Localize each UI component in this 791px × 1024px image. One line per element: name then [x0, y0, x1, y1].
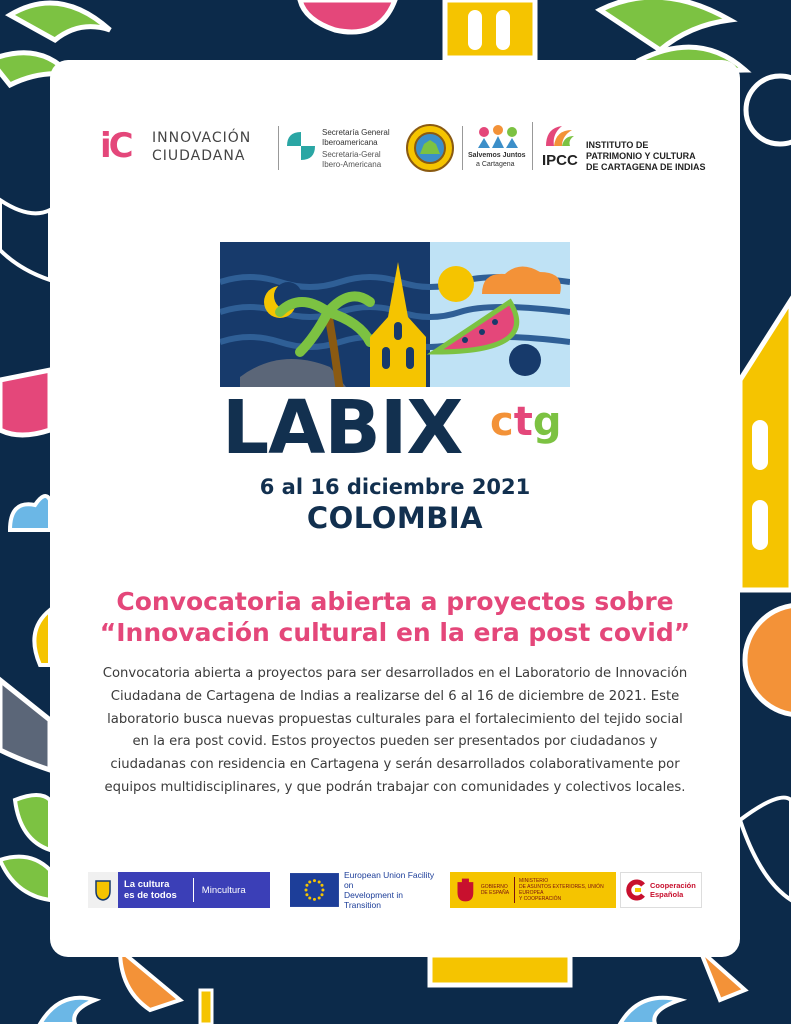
salvemos-text: Salvemos Juntos — [468, 152, 526, 159]
colombia-shield-icon — [88, 872, 118, 908]
ipcc-name: INSTITUTO DE PATRIMONIO Y CULTURA DE CARTAGENA DE INDIAS — [586, 140, 706, 172]
divider — [462, 126, 463, 170]
innovacion-ciudadana-logo — [100, 128, 272, 168]
tower-icon — [445, 0, 535, 58]
event-illustration — [220, 242, 570, 392]
call-description: Convocatoria abierta a proyectos para ser desarrollados en el Laboratorio de Innovación Ciudadana de Cartagena de Indias a realizarse del 6 al 16 de diciembre de 2021. Este laboratorio busca nuevas propuestas culturales para el fortalecimiento del tejido social en la era post covid. Estos proyectos pueden ser presentados por ciudadanos y ciudadanas con residencia en Cartagena y serán desarrollados colaborativamente por equipos multidisciplinares, y que podrán trabajar con comunidades y colectivos locales. — [102, 666, 688, 795]
content-card — [50, 60, 740, 957]
ic-mark: iC — [100, 126, 131, 166]
segib-text: Secretaría General — [322, 128, 390, 137]
mincultura-logo: La cultura es de todos Mincultura — [88, 872, 270, 908]
divider — [532, 122, 533, 170]
call-title: Convocatoria abierta a proyectos sobre — [116, 587, 674, 616]
spain-shield-icon — [454, 875, 477, 905]
crab-icon — [746, 76, 791, 144]
salvemos-icon — [476, 124, 520, 150]
segib-icon — [285, 130, 317, 162]
ipcc-icon — [542, 122, 576, 148]
cooperacion-espanola-logo: Cooperación Española — [620, 872, 702, 908]
divider — [278, 126, 279, 170]
event-suffix: ctg — [490, 399, 562, 445]
event-country: COLOMBIA — [306, 501, 484, 535]
segib-text: Secretaria-Geral — [322, 150, 381, 159]
innovacion-text: INNOVACIÓN — [152, 130, 252, 146]
watermelon-icon — [0, 370, 50, 435]
ciudadana-text: CIUDADANA — [152, 148, 246, 164]
segib-text: Ibero-Americana — [322, 160, 382, 169]
eu-facility-logo: European Union Facility on Development in Transition — [290, 872, 440, 908]
call-subtitle: “Innovación cultural en la era post covid” — [99, 618, 691, 647]
ipcc-acronym: IPCC — [542, 152, 578, 169]
cooperacion-icon — [625, 879, 647, 901]
salvemos-text: a Cartagena — [476, 161, 515, 168]
cartagena-seal-icon — [406, 124, 454, 172]
eu-flag-icon — [290, 872, 339, 908]
event-name: LABIX — [222, 385, 463, 471]
segib-text: Iberoamericana — [322, 138, 378, 147]
gobierno-espana-logo: GOBIERNO DE ESPAÑA MINISTERIO DE ASUNTOS EXTERIORES, UNIÓN EUROPEA Y COOPERACIÓN — [450, 872, 616, 908]
event-dates: 6 al 16 diciembre 2021 — [259, 475, 531, 499]
